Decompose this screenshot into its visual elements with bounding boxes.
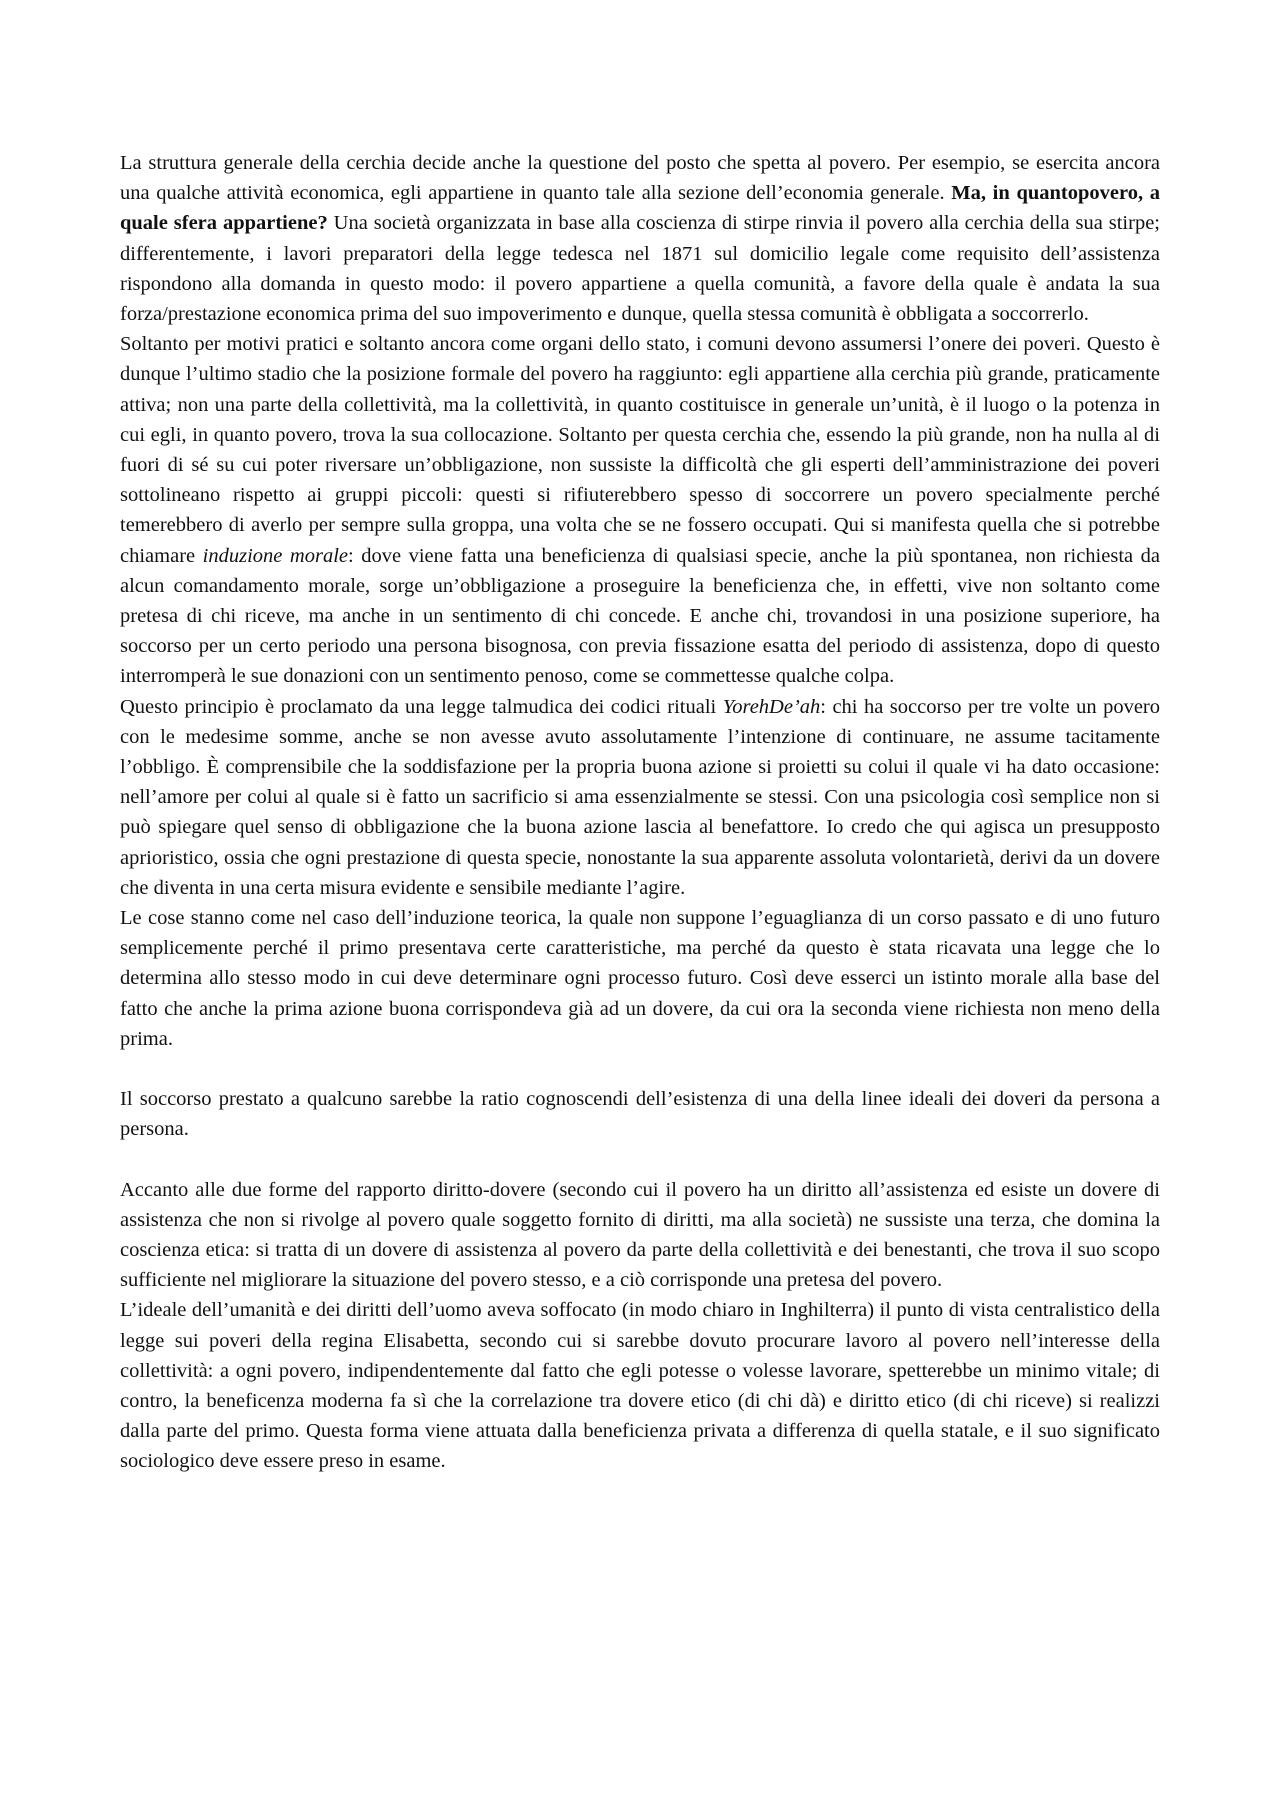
paragraph-spacer bbox=[120, 1054, 1160, 1084]
paragraph-4: Le cose stanno come nel caso dell’induzione teorica, la quale non suppone l’eguaglianza di un corso passato e di uno futuro semplicemente perché il primo presentava certe caratteristiche, ma perché da questo è stata ricavata una legge che lo determina allo stesso modo in cui deve determinare ogni processo futuro. Così deve esserci un istinto morale alla base del fatto che anche la prima azione buona corrispondeva già ad un dovere, da cui ora la seconda viene richiesta non meno della prima. bbox=[120, 907, 1160, 1050]
paragraph-1-text-a: La struttura generale della cerchia decide anche la questione del posto che spetta al povero. Per esempio, se esercita ancora una qualche attività economica, egli appartiene in quanto tale alla sezione dell’economia generale. bbox=[120, 152, 1160, 205]
paragraph-5: Il soccorso prestato a qualcuno sarebbe la ratio cognoscendi dell’esistenza di una della linee ideali dei doveri da persona a persona. bbox=[120, 1088, 1160, 1141]
paragraph-6: Accanto alle due forme del rapporto diritto-dovere (secondo cui il povero ha un diritto all’assistenza ed esiste un dovere di assistenza che non si rivolge al povero quale soggetto fornito di diritti, ma alla società) ne sussiste una terza, che domina la coscienza etica: si tratta di un dovere di assistenza al povero da parte della collettività e dei benestanti, che trova il suo scopo sufficiente nel migliorare la situazione del povero stesso, e a ciò corrisponde una pretesa del povero. bbox=[120, 1178, 1160, 1292]
paragraph-1 bbox=[120, 148, 1160, 329]
paragraph-3 bbox=[120, 692, 1160, 903]
paragraph-2-italic-term: induzione morale bbox=[202, 544, 348, 567]
paragraph-1-bold-question: Ma, in quantopovero, a quale sfera appartiene? bbox=[120, 182, 1160, 235]
paragraph-7: L’ideale dell’umanità e dei diritti dell’uomo aveva soffocato (in modo chiaro in Inghilterra) il punto di vista centralistico della legge sui poveri della regina Elisabetta, secondo cui si sarebbe dovuto procurare lavoro al povero nell’interesse della collettività: a ogni povero, indipendentemente dal fatto che egli potesse o volesse lavorare, spetterebbe un minimo vitale; di contro, la beneficenza moderna fa sì che la correlazione tra dovere etico (di chi dà) e diritto etico (di chi riceve) si realizzi dalla parte del primo. Questa forma viene attuata dalla beneficienza privata a differenza di quella statale, e il suo significato sociologico deve essere preso in esame. bbox=[120, 1299, 1160, 1473]
paragraph-spacer bbox=[120, 1145, 1160, 1175]
paragraph-2-text-b: : dove viene fatta una beneficienza di qualsiasi specie, anche la più spontanea, non richiesta da alcun comandamento morale, sorge un’obbligazione a proseguire la beneficienza che, in effetti, vive non soltanto come pretesa di chi riceve, ma anche in un sentimento di chi concede. E anche chi, trovandosi in una posizione superiore, ha soccorso per un certo periodo una persona bisognosa, con previa fissazione esatta del periodo di assistenza, dopo di questo interromperà le sue donazioni con un sentimento penoso, come se commettesse qualche colpa. bbox=[120, 544, 1160, 688]
paragraph-2 bbox=[120, 329, 1160, 691]
paragraph-3-text-b: : chi ha soccorso per tre volte un povero con le medesime somme, anche se non avesse avuto assolutamente l’intenzione di continuare, ne assume tacitamente l’obbligo. È comprensibile che la soddisfazione per la propria buona azione si proietti su colui il quale vi ha dato occasione: nell’amore per colui al quale si è fatto un sacrificio si ama essenzialmente se stessi. Con una psicologia così semplice non si può spiegare quel senso di obbligazione che la buona azione lascia al benefattore. Io credo che qui agisca un presupposto aprioristico, ossia che ogni prestazione di questa specie, nonostante la sua apparente assoluta volontarietà, derivi da un dovere che diventa in una certa misura evidente e sensibile mediante l’agire. bbox=[120, 695, 1160, 899]
paragraph-3-italic-term: YorehDe’ah bbox=[722, 695, 821, 718]
paragraph-3-text-a: Questo principio è proclamato da una legge talmudica dei codici rituali bbox=[120, 695, 723, 718]
document-body bbox=[120, 148, 1160, 1477]
paragraph-1-text-b: Una società organizzata in base alla coscienza di stirpe rinvia il povero alla cerchia della sua stirpe; differentemente, i lavori preparatori della legge tedesca nel 1871 sul domicilio legale come requisito dell’assistenza rispondono alla domanda in questo modo: il povero appartiene a quella comunità, a favore della quale è andata la sua forza/prestazione economica prima del suo impoverimento e dunque, quella stessa comunità è obbligata a soccorrerlo. bbox=[120, 212, 1160, 326]
paragraph-2-text-a: Soltanto per motivi pratici e soltanto ancora come organi dello stato, i comuni devono assumersi l’onere dei poveri. Questo è dunque l’ultimo stadio che la posizione formale del povero ha raggiunto: egli appartiene alla cerchia più grande, praticamente attiva; non una parte della collettività, ma la collettività, in quanto costituisce in generale un’unità, è il luogo o la potenza in cui egli, in quanto povero, trova la sua collocazione. Soltanto per questa cerchia che, essendo la più grande, non ha nulla al di fuori di sé su cui poter riversare un’obbligazione, non sussiste la difficoltà che gli esperti dell’amministrazione dei poveri sottolineano rispetto ai gruppi piccoli: questi si rifiuterebbero spesso di soccorrere un povero specialmente perché temerebbero di averlo per sempre sulla groppa, una volta che se ne fossero occupati. Qui si manifesta quella che si potrebbe chiamare bbox=[120, 333, 1160, 567]
